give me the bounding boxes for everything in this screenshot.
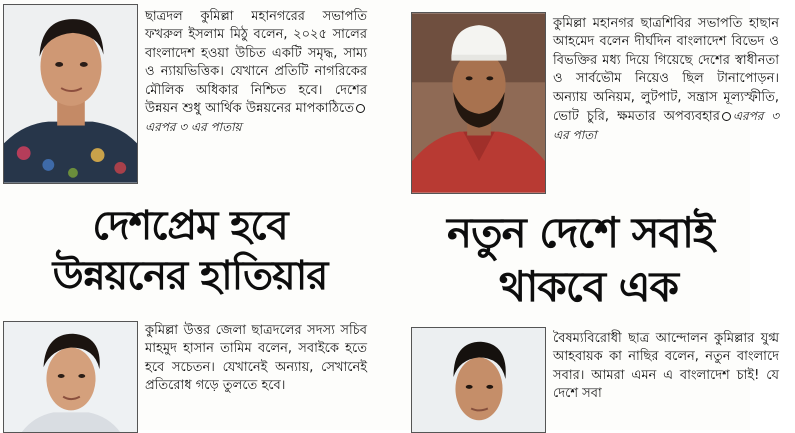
continued-note: এরপর ৩ এর পাতায়: [145, 120, 242, 135]
portrait-photo-nasir: [411, 327, 546, 433]
headline-right-line2: থাকবে এক: [499, 262, 678, 311]
blurb-text: কুমিল্লা উত্তর জেলা ছাত্রদলের সদস্য সচিব মাহমুদ হাসান তামিম বলেন, সবাইকে হতে হবে সচেতন। যেখানেই অন্যায়, সেখানেই প্রতিরোধ গড়ে তুলতে হবে।: [145, 323, 367, 394]
portrait-photo-tamim: [3, 321, 138, 433]
headline-right: [415, 206, 795, 314]
blurb-text: বৈষম্যবিরোধী ছাত্র আন্দোলন কুমিল্লার যুগ্ম আহবায়ক কা নাছির বলেন, নতুন বাংলাদে সবার। আমরা এমন এ বাংলাদেশ চাই! যে দেশে সবা: [553, 331, 779, 402]
article-blurb-left-bottom: [145, 322, 367, 396]
bullet-circle-icon: [356, 104, 365, 113]
headline-left-line2: উন্নয়নের হাতিয়ার: [52, 253, 328, 299]
article-blurb-right-bottom: [553, 330, 779, 404]
headline-left-line1: দেশপ্রেম হবে: [92, 203, 288, 249]
headline-left: [10, 201, 370, 301]
continued-note: এরপর ৩ এর পাতা: [553, 109, 779, 143]
bullet-circle-icon: [722, 112, 731, 121]
blurb-text: ছাত্রদল কুমিল্লা মহানগরের সভাপতি ফখরুল ইসলাম মিঠু বলেন, ২০২৫ সালের বাংলাদেশ হওয়া উচিত একটি সমৃদ্ধ, সাম্য ও ন্যায়ভিত্তিক। যেখানে প্রতিটি নাগরিকের মৌলিক অধিকার নিশ্চিত হবে। দেশের উন্নয়ন শুধু আর্থিক উন্নয়নের মাপকাঠিতে: [145, 9, 367, 117]
portrait-photo-fakhrul: [3, 4, 138, 184]
article-blurb-left-top: [145, 8, 367, 138]
blurb-text: কুমিল্লা মহানগর ছাত্রশিবির সভাপতি হাছান আহমেদ বলেন দীর্ঘদিন বাংলাদেশ বিভেদ ও বিভক্তির মধ্য দিয়ে গিয়েছে দেশের স্বাধীনতা ও সার্বভৌম নিয়েও ছিল টানাপোড়ন। অন্যায় অনিয়ম, লুটপাট, সন্ত্রাস মূল্যস্ফীতি, ভোট চুরি, ক্ষমতার অপব্যবহার: [553, 16, 779, 125]
headline-right-line1: নতুন দেশে সবাই: [447, 208, 714, 257]
article-blurb-right-top: [553, 15, 779, 146]
portrait-photo-hasan: [411, 12, 546, 194]
